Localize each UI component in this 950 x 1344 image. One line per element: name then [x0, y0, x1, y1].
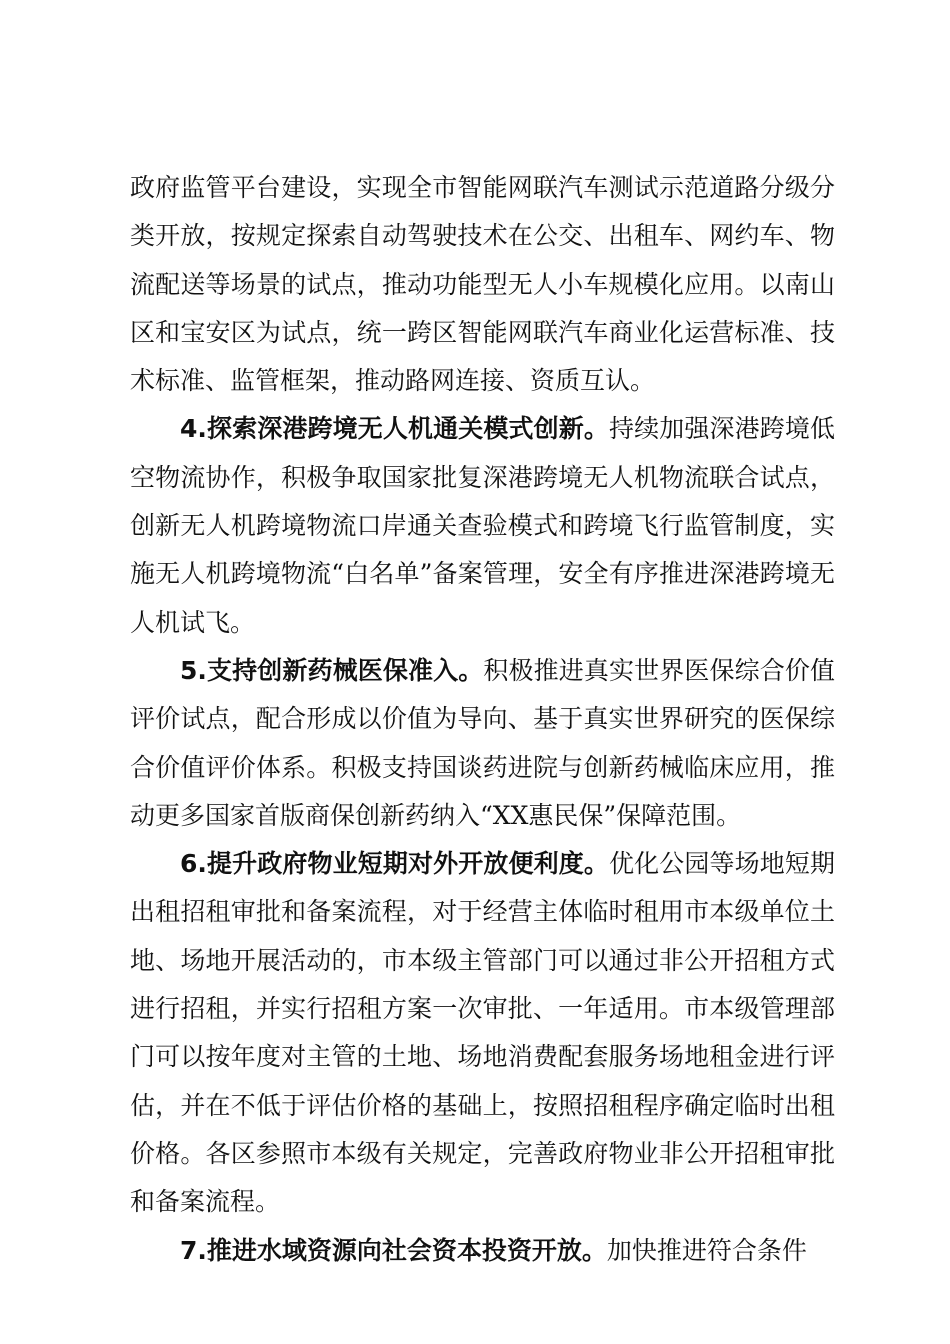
paragraph-item-5: [130, 647, 835, 840]
paragraph-item-7: [130, 1227, 835, 1275]
paragraph-continuation: [130, 164, 835, 405]
item-heading: 4.探索深港跨境无人机通关模式创新。: [180, 414, 609, 444]
paragraph-text: 政府监管平台建设，实现全市智能网联汽车测试示范道路分级分类开放，按规定探索自动驾驶技术在公交、出租车、网约车、物流配送等场景的试点，推动功能型无人小车规模化应用。以南山区和宝安区为试点，统一跨区智能网联汽车商业化运营标准、技术标准、监管框架，推动路网连接、资质互认。: [130, 173, 835, 396]
item-heading: 5.支持创新药械医保准入。: [180, 655, 484, 685]
paragraph-text: 持续加强深港跨境低空物流协作，积极争取国家批复深港跨境无人机物流联合试点，创新无人机跨境物流口岸通关查验模式和跨境飞行监管制度，实施无人机跨境物流“白名单”备案管理，安全有序推进深港跨境无人机试飞。: [130, 414, 835, 637]
item-heading: 7.推进水域资源向社会资本投资开放。: [180, 1235, 607, 1265]
paragraph-item-4: [130, 405, 835, 646]
paragraph-text: 加快推进符合条件: [606, 1235, 807, 1265]
document-body: [130, 164, 835, 1275]
paragraph-text: 积极推进真实世界医保综合价值评价试点，配合形成以价值为导向、基于真实世界研究的医保综合价值评价体系。积极支持国谈药进院与创新药械临床应用，推动更多国家首版商保创新药纳入“XX惠民保”保障范围。: [130, 655, 835, 830]
item-heading: 6.提升政府物业短期对外开放便利度。: [180, 849, 609, 879]
paragraph-item-6: [130, 840, 835, 1226]
paragraph-text: 优化公园等场地短期出租招租审批和备案流程，对于经营主体临时租用市本级单位土地、场地开展活动的，市本级主管部门可以通过非公开招租方式进行招租，并实行招租方案一次审批、一年适用。市本级管理部门可以按年度对主管的土地、场地消费配套服务场地租金进行评估，并在不低于评估价格的基础上，按照招租程序确定临时出租价格。各区参照市本级有关规定，完善政府物业非公开招租审批和备案流程。: [130, 849, 835, 1217]
